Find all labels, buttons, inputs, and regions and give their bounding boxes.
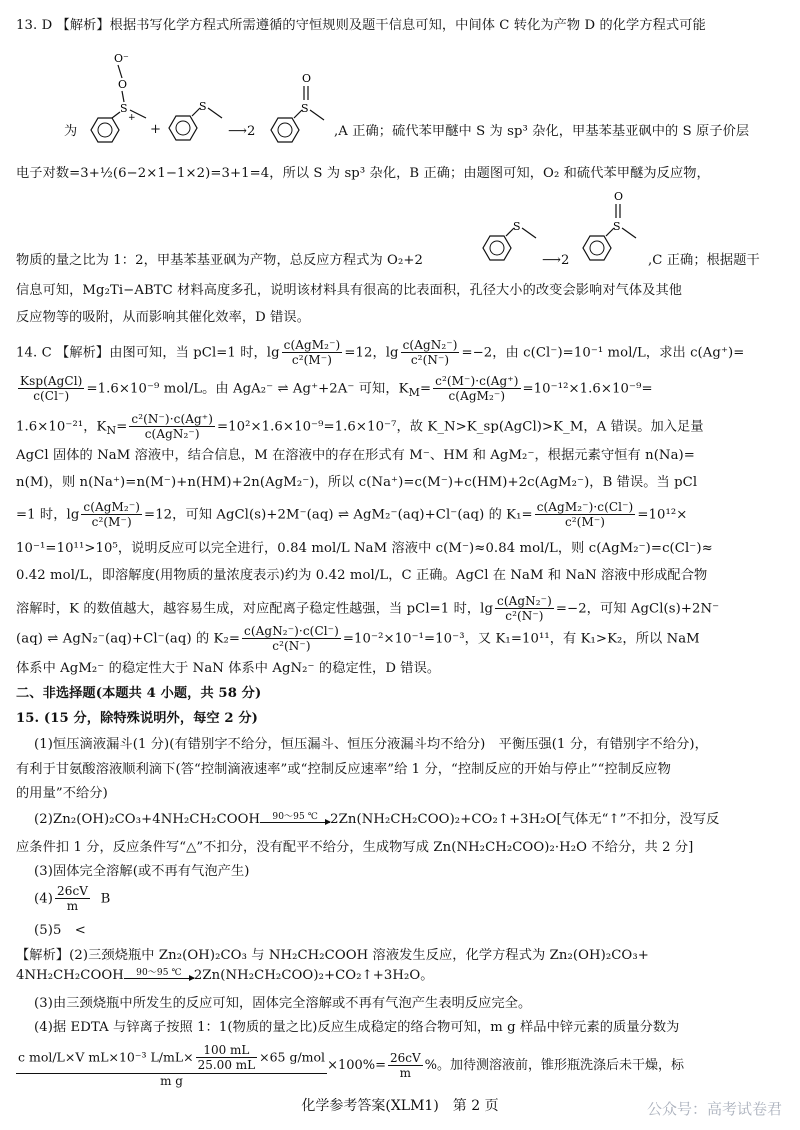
q13-eq-tail: ,A 正确；硫代苯甲醚中 S 为 sp³ 杂化，甲基苯基亚砜中的 S 原子价层 (334, 124, 750, 139)
q13-line6: 反应物等的吸附，从而影响其催化效率，D 错误。 (16, 310, 311, 325)
q14-line4: AgCl 固体的 NaM 溶液中，结合信息，M 在溶液中的存在形式有 M⁻、HM 和 AgM₂⁻，根据元素守恒有 n(Na)= (16, 448, 695, 463)
q15-p2b: 应条件扣 1 分，反应条件写“△”不扣分，没有配平不给分，生成物写成 Zn(NH₂CH₂COO)₂·H₂O 不给分，共 2 分] (16, 840, 694, 855)
q13-line1: 13. D 【解析】根据书写化学方程式所需遵循的守恒规则及题干信息可知，中间体 C 转化为产物 D 的化学方程式可能 (16, 18, 706, 33)
q15-p1c: 的用量”不给分) (16, 786, 108, 801)
q13-wei: 为 (64, 124, 78, 139)
s-label: S (120, 102, 128, 115)
q14-line2: $\frac{\text{Ksp(AgCl)}}{c(Cl^-)}$ =1.6×10⁻⁹ mol/L。由 AgA₂⁻ ⇌ Ag⁺+2A⁻ 可知，$K_M=$ $\frac{\text{c²(M⁻)·c(Ag⁺)}}{\text{c(AgM₂⁻)}}$ =10⁻¹²×1.6×10⁻⁹= (20, 374, 653, 404)
q15-jx-b: 4NH₂CH₂COOH 90～95 ℃ 2Zn(NH₂CH₂COO)₂+CO₂↑+3H₂O。 (16, 968, 434, 983)
thioanisole-structure (162, 96, 228, 148)
mass-fraction-formula: c mol/L×V mL×10⁻³ L/mL× $\frac{100 mL}{25.00 mL}$ ×65 g/mol m g ×100%= $\frac{26cV}{m}$ %。加待测溶液前，锥形瓶洗涤后未干燥，标 (18, 1043, 685, 1088)
q13-line3: 电子对数=3+½(6−2×1−1×2)=3+1=4，所以 S 为 sp³ 杂化，B 正确；由题图可知，O₂ 和硫代苯甲醚为反应物， (16, 166, 710, 181)
thioanisole-structure-2 (476, 216, 542, 268)
q15-p4: (4) $\frac{26cV}{m}$ B (34, 884, 111, 914)
q15-p5: (5)5 < (34, 923, 86, 938)
page-footer: 化学参考答案(XLM1) 第 2 页 (301, 1098, 499, 1114)
q14-line7: 10⁻¹=10¹¹>10⁵，说明反应可以完全进行，0.84 mol/L NaM 溶液中 c(M⁻)≈0.84 mol/L，则 c(AgM₂⁻)=c(Cl⁻)≈ (16, 541, 713, 556)
o-label: O (118, 78, 128, 91)
q14-line9: 溶解时，K 的数值越大，越容易生成，对应配离子稳定性越强，当 pCl=1 时，lg $\frac{\text{c(AgN₂⁻)}}{\text{c²(N⁻)}}$ =−2，可知 AgCl(s)+2N⁻ (16, 594, 720, 624)
section-heading: 二、非选择题(本题共 4 小题，共 58 分) (16, 686, 262, 701)
q15-p3: (3)固体完全溶解(或不再有气泡产生) (34, 864, 250, 879)
q14-line1: 14. C 【解析】由图可知，当 pCl=1 时，lg $\frac{\text{c(AgM₂⁻)}}{\text{c²(M⁻)}}$ =12，lg $\frac{\text{c(AgN₂⁻)}}{\text{c²(N⁻)}}$ =−2，由 c(Cl⁻)=10⁻¹ mol/L，求出 c(Ag⁺)= (16, 338, 745, 368)
q14-line11: 体系中 AgM₂⁻ 的稳定性大于 NaN 体系中 AgN₂⁻ 的稳定性，D 错误。 (16, 661, 441, 676)
q13-line5: 信息可知，Mg₂Ti−ABTC 材料高度多孔，说明该材料具有很高的比表面积，孔径大小的改变会影响对气体及其他 (16, 283, 683, 298)
q13-line4-tail: ,C 正确；根据题干 (648, 253, 760, 268)
q15-title: 15. (15 分，除特殊说明外，每空 2 分) (16, 711, 258, 726)
q15-jx-d: (4)据 EDTA 与锌离子按照 1：1(物质的量之比)反应生成稳定的络合物可知，m g 样品中锌元素的质量分数为 (34, 1020, 680, 1035)
sulfoxide-structure (264, 68, 334, 148)
q15-jx-a: 【解析】(2)三颈烧瓶中 Zn₂(OH)₂CO₃ 与 NH₂CH₂COOH 溶液发生反应，化学方程式为 Zn₂(OH)₂CO₃+ (16, 948, 649, 963)
s-label: S (199, 100, 207, 113)
s-label: S (301, 102, 309, 115)
q13-arrow: ⟶2 (228, 124, 256, 139)
q14-line10: (aq) ⇌ AgN₂⁻(aq)+Cl⁻(aq) 的 K₂= $\frac{\text{c(AgN₂⁻)·c(Cl⁻)}}{\text{c²(N⁻)}}$ =10⁻²×10⁻¹=10⁻³，又 K₁=10¹¹，有 K₁>K₂，所以 NaM (16, 624, 700, 654)
s-label: S (613, 220, 621, 233)
q15-jx-c: (3)由三颈烧瓶中所发生的反应可知，固体完全溶解或不再有气泡产生表明反应完全。 (34, 996, 532, 1011)
q14-line8: 0.42 mol/L，即溶解度(用物质的量浓度表示)约为 0.42 mol/L，C 正确。AgCl 在 NaM 和 NaN 溶液中形成配合物 (16, 568, 708, 583)
q14-line5: n(M)，则 n(Na⁺)=n(M⁻)+n(HM)+2n(AgM₂⁻)，所以 c(Na⁺)=c(M⁻)+c(HM)+2c(AgM₂⁻)，B 错误。当 pCl (16, 475, 698, 490)
s-plus-label: + (128, 113, 136, 123)
sulfoxide-structure-2 (576, 186, 646, 266)
q14-line3: 1.6×10⁻²¹，$K_N=$ $\frac{\text{c²(N⁻)·c(Ag⁺)}}{\text{c(AgN₂⁻)}}$ =10²×1.6×10⁻⁹=1.6×10⁻⁷，故 K_N>K_sp(AgCl)>K_M，A 错误。加入足量 (16, 412, 704, 442)
q13-line4-head: 物质的量之比为 1：2，甲基苯基亚砜为产物，总反应方程式为 O₂+2 (16, 253, 423, 268)
q13-plus: + (150, 122, 162, 137)
q14-line6: =1 时，lg $\frac{\text{c(AgM₂⁻)}}{\text{c²(M⁻)}}$ =12，可知 AgCl(s)+2M⁻(aq) ⇌ AgM₂⁻(aq)+Cl⁻(aq) 的 K₁= $\frac{\text{c(AgM₂⁻)·c(Cl⁻)}}{\text{c²(M⁻)}}$ =10¹²× (16, 500, 688, 530)
o-minus-label: O⁻ (114, 52, 129, 65)
q15-p1b: 有利于甘氨酸溶液顺利滴下(答“控制滴液速率”或“控制反应速率”给 1 分，“控制反应的开始与停止”“控制反应物 (16, 762, 671, 777)
q15-p2a: (2)Zn₂(OH)₂CO₃+4NH₂CH₂COOH 90～95 ℃ 2Zn(NH₂CH₂COO)₂+CO₂↑+3H₂O[气体无“↑”不扣分，没写反 (34, 812, 720, 827)
sulfonium-peroxide-structure (84, 48, 156, 148)
q13-line4-arrow: ⟶2 (542, 253, 570, 268)
s-label: S (513, 220, 521, 233)
q15-p1a: (1)恒压滴液漏斗(1 分)(有错别字不给分，恒压漏斗、恒压分液漏斗均不给分) 平衡压强(1 分，有错别字不给分)， (34, 737, 708, 752)
o-label: O (614, 190, 624, 203)
o-label: O (302, 72, 312, 85)
watermark: 公众号：高考试卷君 (646, 1100, 782, 1118)
